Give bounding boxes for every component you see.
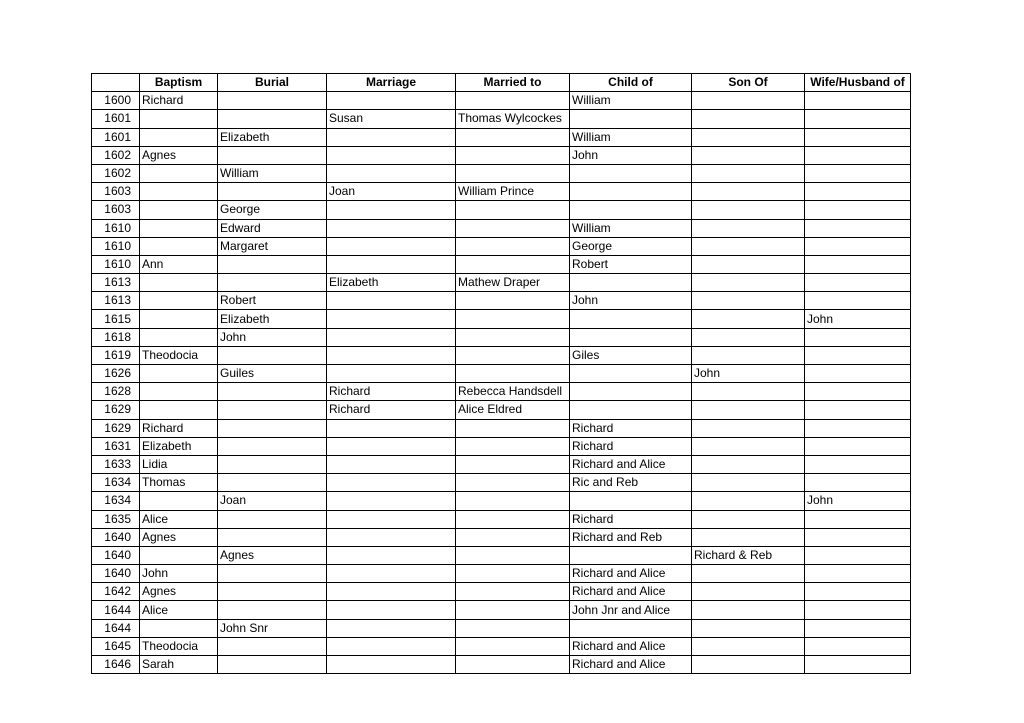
cell-married-to — [456, 310, 570, 328]
cell-year: 1603 — [92, 201, 140, 219]
table-row — [92, 201, 911, 219]
cell-son-of — [692, 92, 805, 110]
cell-child-of: Richard — [570, 510, 692, 528]
cell-wife-husband-of — [805, 637, 911, 655]
cell-married-to — [456, 237, 570, 255]
cell-married-to — [456, 219, 570, 237]
cell-married-to: Mathew Draper — [456, 274, 570, 292]
cell-burial — [218, 183, 327, 201]
cell-year: 1603 — [92, 183, 140, 201]
cell-child-of: Giles — [570, 346, 692, 364]
cell-child-of: William — [570, 219, 692, 237]
cell-year: 1631 — [92, 437, 140, 455]
cell-burial: Joan — [218, 492, 327, 510]
cell-year: 1602 — [92, 146, 140, 164]
cell-wife-husband-of — [805, 219, 911, 237]
cell-marriage — [327, 164, 456, 182]
cell-burial — [218, 383, 327, 401]
cell-son-of — [692, 110, 805, 128]
table-row — [92, 455, 911, 473]
cell-burial: Elizabeth — [218, 310, 327, 328]
cell-baptism: Agnes — [140, 146, 218, 164]
cell-son-of — [692, 601, 805, 619]
cell-marriage — [327, 510, 456, 528]
cell-burial: Elizabeth — [218, 128, 327, 146]
cell-wife-husband-of — [805, 255, 911, 273]
cell-married-to — [456, 255, 570, 273]
table-row — [92, 401, 911, 419]
cell-married-to — [456, 455, 570, 473]
cell-child-of — [570, 310, 692, 328]
table-row — [92, 565, 911, 583]
cell-wife-husband-of — [805, 110, 911, 128]
cell-child-of: Ric and Reb — [570, 474, 692, 492]
cell-child-of: Richard and Reb — [570, 528, 692, 546]
cell-baptism — [140, 110, 218, 128]
records-table — [91, 73, 911, 674]
table-row — [92, 183, 911, 201]
cell-wife-husband-of: John — [805, 492, 911, 510]
cell-child-of — [570, 274, 692, 292]
table-row — [92, 164, 911, 182]
cell-baptism — [140, 237, 218, 255]
cell-child-of — [570, 183, 692, 201]
cell-baptism: Elizabeth — [140, 437, 218, 455]
cell-baptism: Thomas — [140, 474, 218, 492]
cell-year: 1644 — [92, 601, 140, 619]
cell-burial: George — [218, 201, 327, 219]
cell-burial: Guiles — [218, 365, 327, 383]
cell-marriage — [327, 365, 456, 383]
cell-wife-husband-of — [805, 565, 911, 583]
table-row — [92, 274, 911, 292]
cell-wife-husband-of: John — [805, 310, 911, 328]
cell-marriage — [327, 146, 456, 164]
cell-burial — [218, 528, 327, 546]
cell-son-of — [692, 474, 805, 492]
table-row — [92, 474, 911, 492]
cell-wife-husband-of — [805, 583, 911, 601]
cell-son-of: John — [692, 365, 805, 383]
table-row — [92, 601, 911, 619]
cell-wife-husband-of — [805, 455, 911, 473]
cell-year: 1613 — [92, 292, 140, 310]
cell-baptism: Ann — [140, 255, 218, 273]
cell-burial: William — [218, 164, 327, 182]
cell-burial: Edward — [218, 219, 327, 237]
cell-child-of — [570, 401, 692, 419]
cell-marriage: Richard — [327, 383, 456, 401]
cell-baptism: John — [140, 565, 218, 583]
cell-son-of — [692, 219, 805, 237]
cell-baptism: Alice — [140, 601, 218, 619]
cell-married-to — [456, 346, 570, 364]
cell-baptism: Theodocia — [140, 637, 218, 655]
cell-son-of — [692, 401, 805, 419]
cell-burial — [218, 437, 327, 455]
cell-year: 1634 — [92, 492, 140, 510]
cell-year: 1601 — [92, 128, 140, 146]
cell-married-to — [456, 201, 570, 219]
cell-marriage: Joan — [327, 183, 456, 201]
table-row — [92, 656, 911, 674]
cell-child-of: Richard and Alice — [570, 565, 692, 583]
table-row — [92, 546, 911, 564]
column-header-burial: Burial — [218, 74, 327, 92]
cell-burial: Margaret — [218, 237, 327, 255]
cell-married-to — [456, 565, 570, 583]
cell-wife-husband-of — [805, 346, 911, 364]
cell-marriage — [327, 565, 456, 583]
cell-wife-husband-of — [805, 510, 911, 528]
column-header-baptism: Baptism — [140, 74, 218, 92]
table-row — [92, 419, 911, 437]
cell-wife-husband-of — [805, 201, 911, 219]
cell-marriage — [327, 619, 456, 637]
cell-marriage — [327, 455, 456, 473]
column-header-child-of: Child of — [570, 74, 692, 92]
cell-year: 1642 — [92, 583, 140, 601]
cell-marriage — [327, 583, 456, 601]
cell-wife-husband-of — [805, 546, 911, 564]
cell-year: 1635 — [92, 510, 140, 528]
cell-burial — [218, 510, 327, 528]
cell-child-of: Richard and Alice — [570, 656, 692, 674]
cell-burial: Robert — [218, 292, 327, 310]
table-row — [92, 510, 911, 528]
cell-child-of: John — [570, 292, 692, 310]
cell-child-of — [570, 328, 692, 346]
cell-year: 1629 — [92, 401, 140, 419]
cell-burial — [218, 583, 327, 601]
cell-burial — [218, 92, 327, 110]
cell-marriage: Elizabeth — [327, 274, 456, 292]
cell-burial — [218, 455, 327, 473]
cell-married-to — [456, 583, 570, 601]
cell-married-to — [456, 128, 570, 146]
cell-son-of — [692, 292, 805, 310]
cell-marriage — [327, 419, 456, 437]
cell-baptism: Richard — [140, 92, 218, 110]
cell-baptism — [140, 546, 218, 564]
cell-baptism — [140, 619, 218, 637]
column-header-year — [92, 74, 140, 92]
cell-baptism — [140, 219, 218, 237]
cell-son-of — [692, 510, 805, 528]
cell-child-of — [570, 546, 692, 564]
cell-son-of — [692, 619, 805, 637]
cell-baptism — [140, 183, 218, 201]
cell-wife-husband-of — [805, 656, 911, 674]
cell-wife-husband-of — [805, 274, 911, 292]
cell-married-to: Rebecca Handsdell — [456, 383, 570, 401]
cell-burial: John — [218, 328, 327, 346]
cell-son-of — [692, 637, 805, 655]
cell-son-of — [692, 455, 805, 473]
cell-child-of: Richard and Alice — [570, 637, 692, 655]
cell-child-of — [570, 619, 692, 637]
cell-married-to — [456, 92, 570, 110]
cell-baptism — [140, 201, 218, 219]
table-row — [92, 310, 911, 328]
cell-married-to — [456, 365, 570, 383]
cell-year: 1644 — [92, 619, 140, 637]
cell-wife-husband-of — [805, 619, 911, 637]
cell-married-to — [456, 474, 570, 492]
cell-year: 1629 — [92, 419, 140, 437]
cell-child-of: Richard and Alice — [570, 455, 692, 473]
table-row — [92, 110, 911, 128]
column-header-wife-husband-of: Wife/Husband of — [805, 74, 911, 92]
cell-burial: Agnes — [218, 546, 327, 564]
column-header-married-to: Married to — [456, 74, 570, 92]
cell-burial — [218, 255, 327, 273]
cell-married-to — [456, 437, 570, 455]
cell-child-of — [570, 110, 692, 128]
cell-son-of — [692, 128, 805, 146]
cell-year: 1610 — [92, 219, 140, 237]
cell-wife-husband-of — [805, 128, 911, 146]
cell-baptism: Sarah — [140, 656, 218, 674]
cell-year: 1634 — [92, 474, 140, 492]
cell-married-to — [456, 492, 570, 510]
cell-marriage — [327, 92, 456, 110]
cell-marriage — [327, 474, 456, 492]
cell-baptism — [140, 164, 218, 182]
cell-married-to — [456, 419, 570, 437]
cell-wife-husband-of — [805, 401, 911, 419]
cell-son-of — [692, 656, 805, 674]
cell-child-of: George — [570, 237, 692, 255]
cell-child-of: Robert — [570, 255, 692, 273]
table-row — [92, 637, 911, 655]
cell-baptism: Richard — [140, 419, 218, 437]
column-header-son-of: Son Of — [692, 74, 805, 92]
cell-burial — [218, 146, 327, 164]
cell-wife-husband-of — [805, 164, 911, 182]
header-row — [92, 74, 911, 92]
cell-son-of — [692, 255, 805, 273]
cell-baptism: Agnes — [140, 583, 218, 601]
cell-married-to — [456, 328, 570, 346]
cell-year: 1640 — [92, 546, 140, 564]
cell-married-to — [456, 601, 570, 619]
cell-child-of: John — [570, 146, 692, 164]
cell-marriage — [327, 255, 456, 273]
cell-son-of — [692, 492, 805, 510]
cell-year: 1640 — [92, 565, 140, 583]
cell-burial — [218, 274, 327, 292]
cell-marriage — [327, 601, 456, 619]
cell-son-of — [692, 565, 805, 583]
cell-year: 1610 — [92, 255, 140, 273]
cell-marriage: Susan — [327, 110, 456, 128]
table-row — [92, 365, 911, 383]
cell-burial — [218, 656, 327, 674]
cell-son-of — [692, 583, 805, 601]
cell-married-to — [456, 656, 570, 674]
cell-burial — [218, 419, 327, 437]
cell-child-of: William — [570, 92, 692, 110]
cell-year: 1602 — [92, 164, 140, 182]
cell-son-of — [692, 183, 805, 201]
cell-wife-husband-of — [805, 474, 911, 492]
cell-son-of — [692, 528, 805, 546]
cell-child-of — [570, 164, 692, 182]
cell-child-of — [570, 365, 692, 383]
cell-son-of — [692, 146, 805, 164]
cell-married-to — [456, 164, 570, 182]
cell-burial — [218, 637, 327, 655]
cell-wife-husband-of — [805, 437, 911, 455]
cell-marriage — [327, 292, 456, 310]
cell-baptism — [140, 310, 218, 328]
table-row — [92, 128, 911, 146]
table-row — [92, 583, 911, 601]
cell-wife-husband-of — [805, 92, 911, 110]
table-row — [92, 619, 911, 637]
cell-baptism — [140, 365, 218, 383]
cell-son-of — [692, 346, 805, 364]
cell-burial — [218, 110, 327, 128]
table-row — [92, 292, 911, 310]
cell-son-of: Richard & Reb — [692, 546, 805, 564]
cell-year: 1640 — [92, 528, 140, 546]
cell-son-of — [692, 328, 805, 346]
cell-wife-husband-of — [805, 328, 911, 346]
table-row — [92, 328, 911, 346]
cell-year: 1615 — [92, 310, 140, 328]
table-row — [92, 383, 911, 401]
cell-marriage — [327, 128, 456, 146]
cell-child-of: William — [570, 128, 692, 146]
table-row — [92, 92, 911, 110]
cell-child-of: Richard — [570, 419, 692, 437]
cell-burial — [218, 601, 327, 619]
table-row — [92, 219, 911, 237]
cell-son-of — [692, 419, 805, 437]
table-row — [92, 255, 911, 273]
cell-child-of: Richard — [570, 437, 692, 455]
cell-year: 1628 — [92, 383, 140, 401]
cell-wife-husband-of — [805, 183, 911, 201]
column-header-marriage: Marriage — [327, 74, 456, 92]
cell-year: 1645 — [92, 637, 140, 655]
cell-burial — [218, 565, 327, 583]
cell-wife-husband-of — [805, 237, 911, 255]
cell-year: 1618 — [92, 328, 140, 346]
table-row — [92, 437, 911, 455]
table-row — [92, 528, 911, 546]
cell-year: 1626 — [92, 365, 140, 383]
cell-married-to — [456, 146, 570, 164]
cell-baptism: Agnes — [140, 528, 218, 546]
cell-marriage — [327, 328, 456, 346]
cell-baptism — [140, 292, 218, 310]
cell-baptism: Alice — [140, 510, 218, 528]
table-row — [92, 146, 911, 164]
cell-marriage — [327, 219, 456, 237]
cell-year: 1601 — [92, 110, 140, 128]
cell-married-to — [456, 546, 570, 564]
cell-year: 1633 — [92, 455, 140, 473]
cell-baptism — [140, 492, 218, 510]
cell-year: 1619 — [92, 346, 140, 364]
cell-married-to: Thomas Wylcockes — [456, 110, 570, 128]
cell-baptism — [140, 328, 218, 346]
cell-child-of — [570, 383, 692, 401]
cell-baptism — [140, 274, 218, 292]
cell-baptism — [140, 401, 218, 419]
cell-baptism — [140, 128, 218, 146]
cell-married-to — [456, 637, 570, 655]
cell-wife-husband-of — [805, 528, 911, 546]
cell-year: 1613 — [92, 274, 140, 292]
cell-marriage — [327, 237, 456, 255]
cell-child-of: John Jnr and Alice — [570, 601, 692, 619]
cell-son-of — [692, 164, 805, 182]
cell-child-of: Richard and Alice — [570, 583, 692, 601]
cell-baptism — [140, 383, 218, 401]
cell-baptism: Lidia — [140, 455, 218, 473]
cell-burial — [218, 346, 327, 364]
cell-marriage: Richard — [327, 401, 456, 419]
cell-son-of — [692, 383, 805, 401]
table-row — [92, 346, 911, 364]
cell-marriage — [327, 546, 456, 564]
cell-marriage — [327, 346, 456, 364]
cell-married-to — [456, 292, 570, 310]
cell-burial — [218, 401, 327, 419]
cell-year: 1646 — [92, 656, 140, 674]
cell-married-to — [456, 528, 570, 546]
table-row — [92, 492, 911, 510]
cell-married-to: William Prince — [456, 183, 570, 201]
cell-wife-husband-of — [805, 365, 911, 383]
cell-child-of — [570, 492, 692, 510]
cell-son-of — [692, 310, 805, 328]
cell-son-of — [692, 201, 805, 219]
cell-married-to: Alice Eldred — [456, 401, 570, 419]
cell-burial: John Snr — [218, 619, 327, 637]
cell-wife-husband-of — [805, 601, 911, 619]
cell-marriage — [327, 492, 456, 510]
cell-burial — [218, 474, 327, 492]
cell-wife-husband-of — [805, 383, 911, 401]
cell-married-to — [456, 510, 570, 528]
cell-marriage — [327, 310, 456, 328]
cell-son-of — [692, 437, 805, 455]
cell-wife-husband-of — [805, 146, 911, 164]
cell-child-of — [570, 201, 692, 219]
cell-wife-husband-of — [805, 292, 911, 310]
cell-marriage — [327, 656, 456, 674]
cell-son-of — [692, 237, 805, 255]
cell-marriage — [327, 437, 456, 455]
table-row — [92, 237, 911, 255]
cell-marriage — [327, 201, 456, 219]
cell-baptism: Theodocia — [140, 346, 218, 364]
cell-year: 1600 — [92, 92, 140, 110]
cell-married-to — [456, 619, 570, 637]
cell-marriage — [327, 637, 456, 655]
cell-marriage — [327, 528, 456, 546]
cell-wife-husband-of — [805, 419, 911, 437]
cell-year: 1610 — [92, 237, 140, 255]
cell-son-of — [692, 274, 805, 292]
